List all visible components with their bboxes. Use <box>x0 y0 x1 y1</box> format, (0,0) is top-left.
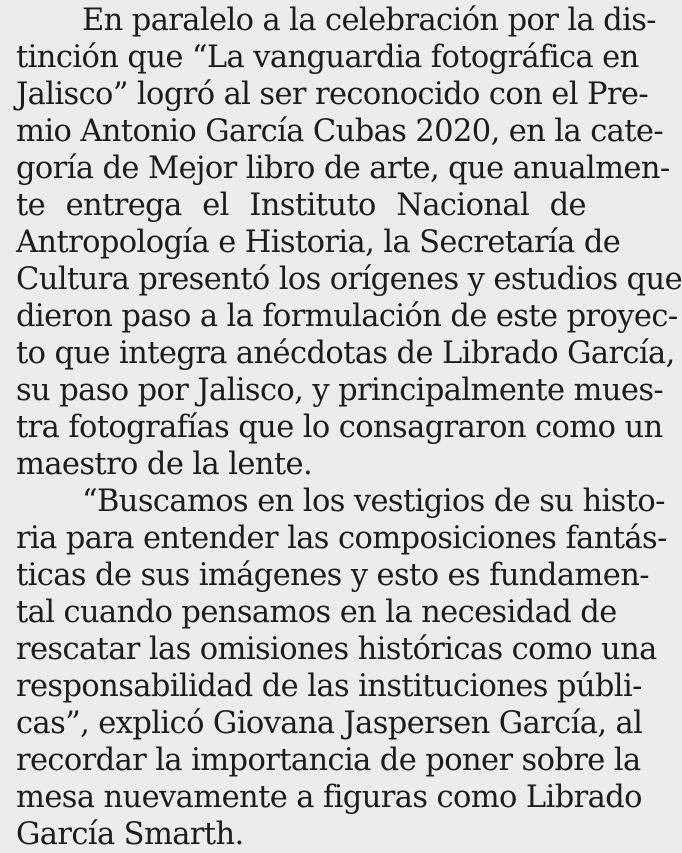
text-line: tinción que “La vanguardia fotográfica en <box>16 40 639 75</box>
text-line: “Buscamos en los vestigios de su histo- <box>82 484 665 519</box>
text-line: tal cuando pensamos en la necesidad de <box>16 595 617 630</box>
text-line: Cultura presentó los orígenes y estudios que <box>16 262 682 297</box>
text-line: ticas de sus imágenes y esto es fundamen- <box>16 558 649 593</box>
paragraph-2 <box>16 483 667 853</box>
article-body <box>16 2 682 853</box>
text-line: En paralelo a la celebración por la dis- <box>82 3 656 38</box>
text-line: García Smarth. <box>16 817 244 852</box>
text-line: Antropología e Historia, la Secretaría de <box>16 225 621 260</box>
text-line: ria para entender las composiciones fantás- <box>16 521 667 556</box>
text-line: responsabilidad de las instituciones públi- <box>16 669 642 704</box>
text-line: mesa nuevamente a figuras como Librado <box>16 780 642 815</box>
text-line: rescatar las omisiones históricas como una <box>16 632 657 667</box>
text-line: dieron paso a la formulación de este proyec- <box>16 299 678 334</box>
text-line: recordar la importancia de poner sobre la <box>16 743 641 778</box>
text-line: goría de Mejor libro de arte, que anualmen- <box>16 151 670 186</box>
text-line: tra fotografías que lo consagraron como un <box>16 410 663 445</box>
text-line: te entrega el Instituto Nacional de <box>16 188 586 223</box>
text-line: mio Antonio García Cubas 2020, en la cate- <box>16 114 664 149</box>
text-line: su paso por Jalisco, y principalmente mues- <box>16 373 664 408</box>
paragraph-1 <box>16 2 682 483</box>
text-line: Jalisco” logró al ser reconocido con el Pre- <box>16 77 649 112</box>
text-line: maestro de la lente. <box>16 447 313 482</box>
text-line: to que integra anécdotas de Librado García, <box>16 336 675 371</box>
text-line: cas”, explicó Giovana Jaspersen García, al <box>16 706 643 741</box>
